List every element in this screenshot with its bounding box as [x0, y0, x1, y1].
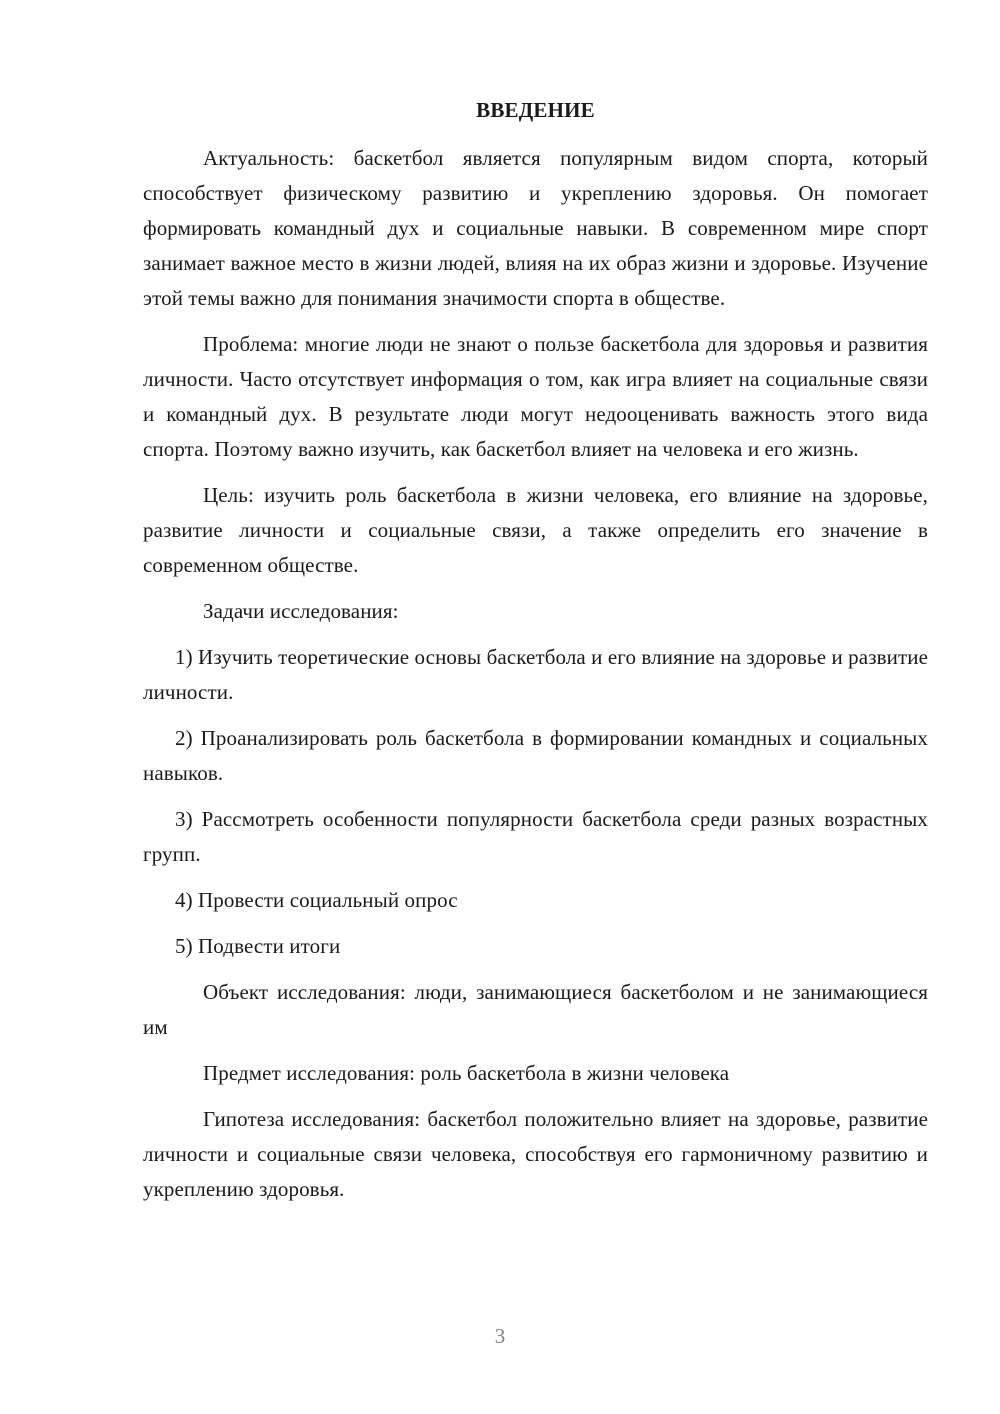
task-item-4: 4) Провести социальный опрос: [175, 888, 458, 912]
tasks-list: [143, 640, 928, 964]
subject-paragraph: Предмет исследования: роль баскетбола в жизни человека: [203, 1061, 730, 1085]
task-item-3: 3) Рассмотреть особенности популярности баскетбола среди разных возрастных групп.: [143, 807, 928, 866]
tasks-heading: Задачи исследования:: [203, 599, 399, 623]
task-item-1: 1) Изучить теоретические основы баскетбола и его влияние на здоровье и развитие личности.: [143, 645, 928, 704]
object-paragraph: Объект исследования: люди, занимающиеся баскетболом и не занимающиеся им: [143, 980, 928, 1039]
page-number: 3: [494, 1324, 506, 1348]
task-item-2: 2) Проанализировать роль баскетбола в формировании командных и социальных навыков.: [143, 726, 928, 785]
goal-paragraph: Цель: изучить роль баскетбола в жизни человека, его влияние на здоровье, развитие личности и социальные связи, а также определить его значение в современном обществе.: [143, 483, 928, 577]
task-item-5: 5) Подвести итоги: [175, 934, 341, 958]
section-heading: ВВЕДЕНИЕ: [476, 98, 595, 122]
hypothesis-paragraph: Гипотеза исследования: баскетбол положительно влияет на здоровье, развитие личности и социальные связи человека, способствуя его гармоничному развитию и укреплению здоровья.: [143, 1107, 928, 1201]
relevance-paragraph: Актуальность: баскетбол является популярным видом спорта, который способствует физическому развитию и укреплению здоровья. Он помогает формировать командный дух и социальные навыки. В современном мире спорт занимает важное место в жизни людей, влияя на их образ жизни и здоровье. Изучение этой темы важно для понимания значимости спорта в обществе.: [143, 146, 928, 310]
document-page: [143, 95, 928, 1218]
problem-paragraph: Проблема: многие люди не знают о пользе баскетбола для здоровья и развития личности. Часто отсутствует информация о том, как игра влияет на социальные связи и командный дух. В результате люди могут недооценивать важность этого вида спорта. Поэтому важно изучить, как баскетбол влияет на человека и его жизнь.: [143, 332, 928, 461]
